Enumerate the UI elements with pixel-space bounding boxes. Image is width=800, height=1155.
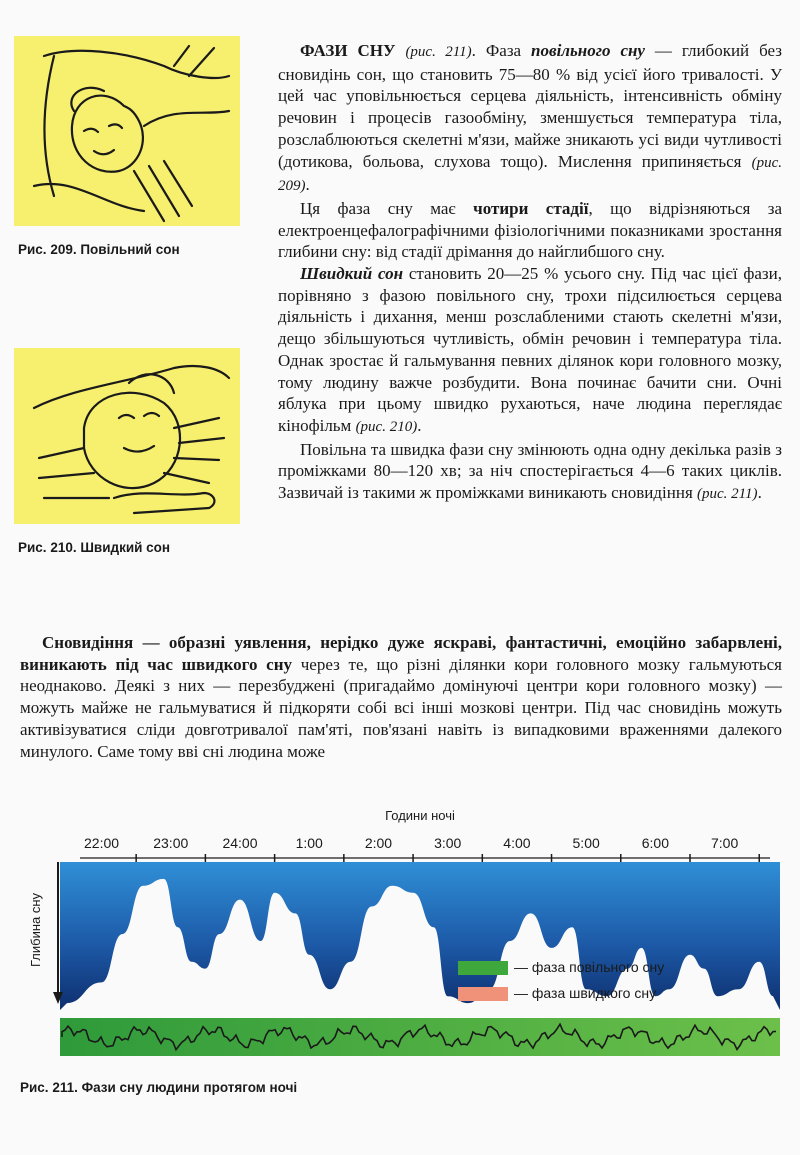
x-tick-label: 7:00	[710, 835, 739, 851]
text: становить 20—25 % усього сну. Під час цієї фази, порівняно з фазою повільного сну, трохи підсилюється серцева діяльність і дихання, менш розслабленими стають скелетні м'язи, дещо збільшуються чутливість, обмін речовин і температура тіла. Однак зростає й гальмування певних ділянок кори головного мозку, тому людину важче розбудити. Вона починає бачити сни. Очні яблука при цьому швидко рухаються, наче людина переглядає кінофільм	[278, 264, 782, 435]
figure-ref: (рис. 211)	[697, 486, 758, 503]
full-width-text	[20, 632, 782, 762]
x-tick-label: 6:00	[641, 835, 670, 851]
text: .	[757, 483, 762, 503]
legend-swatch	[458, 961, 508, 975]
figure-211-caption: Рис. 211. Фази сну людини протягом ночі	[20, 1080, 298, 1095]
text: , що відрізняються за електроенцефалографічними фізіологічними показниками зростання глибини сну: від стадії дрімання до найглибшого сну.	[278, 198, 782, 262]
slow-sleep-illustration	[14, 36, 240, 226]
x-tick-label: 1:00	[295, 835, 323, 851]
text: — глибокий без сновидінь сон, що становить 75—80 % від усієї його тривалості. У цей час уповільнюється серцева діяльність, інтенсивність обміну речовин і процесів газообміну, зменшується температура тіла, розслаблюються скелетні м'язи, майже зникають усі види чутливості (дотикова, больова, слухова тощо). Мислення припиняється	[278, 41, 782, 171]
term-dreams: Сновидіння — образні уявлення, нерідко дуже яскраві, фантастичні, емоційно забарвлені, виникають під час швидкого сну	[20, 633, 782, 674]
sleep-phases-chart	[20, 800, 782, 1070]
legend-label: — фаза повільного сну	[514, 959, 665, 975]
legend-swatch	[458, 987, 508, 1001]
figure-209-caption: Рис. 209. Повільний сон	[18, 242, 180, 257]
term-slow-sleep: повільного сну	[531, 41, 645, 60]
text: . Фаза	[471, 41, 532, 60]
x-tick-label: 2:00	[364, 835, 393, 851]
y-axis-label: Глибина сну	[28, 892, 43, 968]
rem-sleep-illustration	[14, 348, 240, 524]
figure-ref: (рис. 209)	[278, 154, 782, 195]
paragraph-sleep-phases	[278, 40, 782, 198]
text: .	[305, 175, 310, 195]
section-heading: ФАЗИ СНУ	[300, 41, 396, 60]
figure-210-rem-sleep	[14, 348, 240, 524]
figure-ref: (рис. 210)	[355, 418, 418, 435]
paragraph-dreams	[20, 632, 782, 762]
eeg-strip	[60, 1018, 780, 1056]
x-tick-label: 24:00	[222, 835, 258, 851]
x-tick-label: 3:00	[434, 835, 462, 851]
x-tick-label: 5:00	[572, 835, 600, 851]
text: Повільна та швидка фази сну змінюють одна одну декілька разів з проміжками 80—120 хв; за ніч спостерігається 4—6 таких циклів. Зазвичай із такими ж проміжками виникають сновидіння	[278, 439, 782, 503]
paragraph-four-stages	[278, 198, 782, 263]
chart-title: Години ночі	[385, 808, 455, 823]
text-column	[278, 40, 782, 506]
x-tick-label: 22:00	[84, 835, 120, 851]
x-tick-label: 4:00	[503, 835, 531, 851]
figure-210-caption: Рис. 210. Швидкий сон	[18, 540, 171, 555]
paragraph-rem-sleep	[278, 263, 782, 439]
paragraph-cycles	[278, 439, 782, 506]
x-tick-label: 23:00	[153, 835, 189, 851]
text: .	[417, 415, 422, 435]
term-rem-sleep: Швидкий сон	[300, 264, 404, 284]
term-four-stages: чотири стадії	[473, 198, 589, 218]
text: через те, що різні ділянки кори головного мозку гальмуються неоднаково. Деякі з них — перезбуджені (пригадаймо домінуючі центри кори головного мозку) — можуть майже не гальмуватися й підкоряти собі всі інші мозкові центри. Під час сновидінь можуть активізуватися сліди довготривалої пам'яті, пов'язані навіть із випадковими враженнями далекого минулого. Саме тому вві сні людина може	[20, 654, 782, 761]
figure-ref: (рис. 211)	[405, 44, 472, 60]
text: Ця фаза сну має	[300, 198, 474, 218]
legend-label: — фаза швидкого сну	[514, 985, 657, 1001]
figure-209-slow-sleep	[14, 36, 240, 226]
